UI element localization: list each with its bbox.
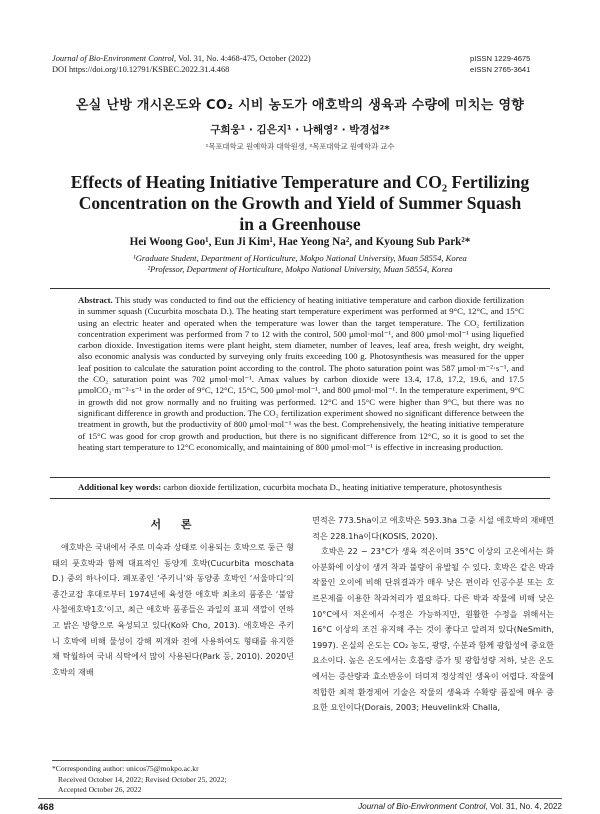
paragraph: 호박은 22 − 23°C가 생육 적온이며 35°C 이상의 고온에서는 화아분화에 이상이 생겨 착과 불량이 유발될 수 있다. 호박은 같은 박과 작물인 오이에 비해 단위결과가 매우 낮은 편이라 인공수분 또는 호르몬제를 이용한 착과처리가 필요하다. 다른 박과 작물에 비해 낮은 10°C에서 저온에서 수정은 가능하지만, 원활한 수정을 위해서는 16°C 이상의 조건 유지해 주는 것이 좋다고 알려져 있다(NeSmith, 1997). 온실의 온도는 CO₂ 농도, 광량, 수분과 함께 광합성에 중요한 요소이다. 높은 온도에서는 호흡량 증가 및 광합성량 저하, 낮은 온도에서는 증산량과 효소반응이 더뎌져 정상적인 생육이 어렵다. 작물에 적합한 최적 환경제어 기술은 작물의 생육과 수확량 품질에 매우 중요한 요인이다(Dorais, 2003; Heuvelink와 Challa, [312, 546, 554, 713]
journal-name: Journal of Bio-Environment Control [52, 54, 174, 63]
keywords-bottom-rule [50, 498, 550, 499]
footer-rule [38, 798, 562, 799]
page-number: 468 [38, 802, 54, 813]
english-title-line: Effects of Heating Initiative Temperature and CO₂ Fertilizing [70, 172, 530, 192]
footer-journal [300, 802, 562, 811]
abstract-top-rule [50, 288, 550, 289]
abstract-bottom-rule [50, 477, 550, 478]
issn-block [470, 53, 560, 75]
keywords-text: carbon dioxide fertilization, cucurbita mochata D., heating initiative temperature, photosynthesis [163, 482, 502, 492]
journal-volume-info: , Vol. 31, No. 4:468-475, October (2022) [173, 54, 311, 63]
doi-link[interactable]: DOI https://doi.org/10.12791/KSBEC.2022.31.4.468 [52, 65, 230, 74]
eissn: eISSN 2765-3641 [470, 65, 531, 74]
footnote-rule [52, 760, 172, 761]
journal-header [52, 53, 412, 75]
english-title [70, 172, 530, 235]
paragraph: 면적은 773.5ha이고 애호박은 593.3ha 그중 시설 애호박의 재배면적은 228.1ha이다(KOSIS, 2020). [312, 515, 554, 541]
journal-citation [52, 53, 412, 64]
english-affiliation [40, 253, 560, 275]
footer-journal-volume: , Vol. 31, No. 4, 2022 [485, 802, 562, 811]
english-authors: Hei Woong Goo¹, Eun Ji Kim¹, Hae Yeong Na², and Kyoung Sub Park²* [129, 236, 471, 248]
english-title-line: in a Greenhouse [239, 214, 361, 234]
keywords-label: Additional key words: [78, 482, 162, 492]
korean-affiliation: ¹목포대학교 원예학과 대학원생, ²목포대학교 원예학과 교수 [205, 142, 395, 151]
korean-authors: 구희웅¹ · 김은지¹ · 나해영² · 박경섭²* [210, 124, 390, 136]
korean-title: 온실 난방 개시온도와 CO₂ 시비 농도가 애호박의 생육과 수량에 미치는 영향 [75, 98, 525, 113]
footnote [52, 764, 292, 796]
body-column-right [312, 513, 554, 716]
english-title-line: Concentration on the Growth and Yield of Summer Squash [78, 193, 522, 213]
corresponding-author: *Corresponding author: unicos75@mokpo.ac.kr [52, 764, 199, 773]
abstract-label: Abstract. [78, 295, 113, 305]
keywords [78, 482, 548, 492]
footer-journal-name: Journal of Bio-Environment Control [358, 802, 486, 811]
body-column-left [52, 540, 294, 680]
section-title-introduction: 서 론 [150, 518, 200, 531]
received-date: Received October 14, 2022; Revised October 25, 2022; [58, 774, 227, 784]
abstract [78, 295, 524, 453]
accepted-date: Accepted October 26, 2022 [58, 785, 142, 794]
paragraph: 애호박은 국내에서 주로 미숙과 상태로 이용되는 호박으로 둥근 형태의 풋호박과 함께 대표적인 동양계 호박(Cucurbita moschata D.) 중의 하나이다. 폐포종인 ‘주키니’와 동양종 호박인 ‘서울마디’의 종간교잡 후대로부터 1974년에 육성한 애호박 최초의 품종은 ‘불암사철애호박1호’이고, 최근 애호박 품종들은 과일의 표피 색깔이 연하고 밝은 방향으로 육성되고 있다(Ko와 Cho, 2013). 애호박은 주키니 호박에 비해 물성이 강해 찌개와 전에 사용하여도 형태를 유지한 채 탁월하여 국내 식탁에서 많이 사용된다(Park 등, 2010). 2020년 호박의 재배 [52, 542, 294, 677]
abstract-text: This study was conducted to find out the efficiency of heating initiative temperature and carbon dioxide fertilization in summer squash (Cucurbita moschata D.). The heating start temperature experiment was performed at 9°C, 12°C, and 15°C using an electric heater and operated when the temperature was lower than the target temperature. The CO₂ fertilization concentration experiment was performed from 7 to 12 with the control, 500 μmol·mol⁻¹, and 800 μmol·mol⁻¹ using liquefied carbon dioxide. Investigation items were plant height, stem diameter, number of leaves, leaf area, fresh weight, dry weight, also economic analysis was conducted by surveying only fruits exceeding 100 g. Photosynthesis was measured for the upper leaf position to calculate the saturation point according to the control. The photo saturation point was 587 μmol·m⁻²·s⁻¹, and the CO₂ saturation point was 702 μmol·mol⁻¹. Amax values by carbon dioxide were 13.4, 17.8, 17.2, 19.6, and 17.5 μmolCO₂·m⁻²·s⁻¹ in the order of 9°C, 12°C, 15°C, 500 μmol·mol⁻¹, and 800 μmol·mol⁻¹. In the temperature experiment, 9°C in growth did not grow normally and no fruiting was performed. 12°C and 15°C were higher than 9°C, but there was no significant difference in growth and production. The CO₂ fertilization experiment showed no significant difference between the treatment in growth, but the productivity of 800 μmol·mol⁻¹ was the best. Comprehensively, the heating initiative temperature of 15°C was good for crop growth and production, but there is no significant difference from 12°C, so it is good to set the heating start temperature to 12°C economically, and maintaining of 800 μmol·mol⁻¹ is effective in increasing production. [78, 295, 524, 452]
affiliation-1: ¹Graduate Student, Department of Horticulture, Mokpo National University, Muan 58554, Korea [133, 253, 467, 263]
pissn: pISSN 1229-4675 [470, 54, 531, 63]
affiliation-2: ²Professor, Department of Horticulture, Mokpo National University, Muan 58554, Korea [147, 264, 453, 274]
